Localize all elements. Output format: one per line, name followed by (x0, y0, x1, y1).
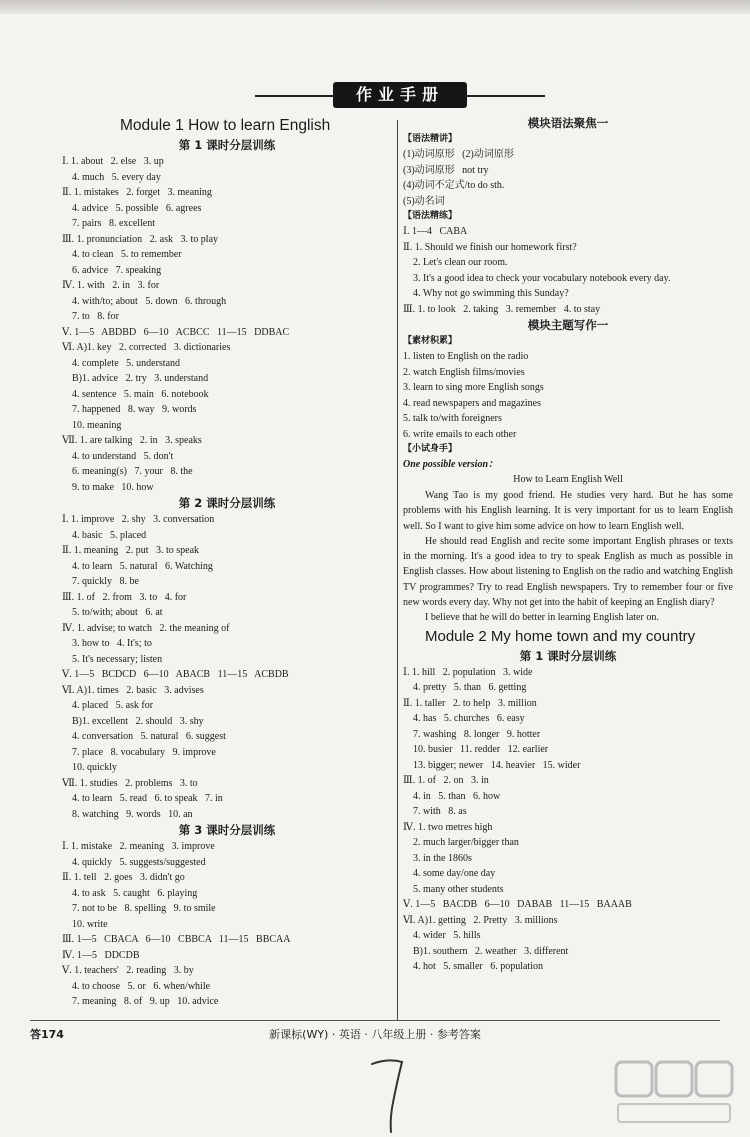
right.writing_lines-line: 3. learn to sing more English songs (403, 382, 544, 393)
right.module2_lines-line: 2. much larger/bigger than (403, 837, 519, 849)
answer-line: 4. conversation 5. natural 6. suggest (62, 731, 226, 742)
answer-line: 4. complete 5. understand (62, 357, 181, 369)
right.grammar_lines2-line: Ⅱ. 1. Should we finish our homework first? (403, 241, 577, 253)
answer-line: Ⅵ. A)1. times 2. basic 3. advises (62, 684, 204, 696)
lesson-block-title: 第 1 课时分层训练 (178, 138, 276, 152)
answer-line: 3. how to 4. It's; to (62, 638, 152, 649)
answer-line: 6. meaning(s) 7. your 8. the (62, 466, 193, 477)
module-2-block-title: 第 1 课时分层训练 (519, 648, 617, 663)
right.grammar_lines2-line: Ⅰ. 1—4 CABA (403, 226, 468, 237)
answer-line: 4. placed 5. ask for (62, 700, 154, 711)
right.writing_lines-line: 4. read newspapers and magazines (403, 397, 541, 409)
right.writing_lines-line: 2. watch English films/movies (403, 366, 525, 378)
answer-line: 5. It's necessary; listen (62, 653, 163, 665)
right.essay_paras-line: I believe that he will do better in learning English later on. (425, 612, 659, 624)
answer-line: Ⅲ. 1. of 2. from 3. to 4. for (62, 591, 187, 603)
right.essay_paras-line: He should read English and recite some important English phrases or texts in the morning. It's a good idea to try to speak English as much as possible in English classes. How about listening to English on the radio and watching English TV programmes? Try to read English newspapers. Try to remember four or five new words every day. Why not get into the habit of keeping an English diary? (403, 535, 733, 609)
right.writing_lines-line: 6. write emails to each other (403, 428, 517, 440)
right.grammar_lines1-line: (5)动名词 (403, 195, 445, 207)
grammar-explain-list (403, 147, 733, 209)
grammar-practice-list (403, 224, 733, 317)
answer-line: 4. to clean 5. to remember (62, 249, 182, 260)
grammar-practice-tag: 【语法精练】 (403, 211, 458, 221)
right.module2_lines-line: 4. wider 5. hills (403, 930, 481, 942)
handwritten-seven-mark (368, 1056, 408, 1134)
answer-line: 7. quickly 8. be (62, 576, 139, 587)
answer-line: 6. advice 7. speaking (62, 264, 162, 276)
right.module2_lines-line: 13. bigger; newer 14. heavier 15. wider (403, 759, 581, 771)
answer-line: Ⅰ. 1. about 2. else 3. up (62, 156, 164, 167)
header-title: 作业手册 (333, 82, 467, 108)
answer-line: Ⅶ. 1. are talking 2. in 3. speaks (62, 435, 202, 446)
answer-line: Ⅳ. 1—5 DDCDB (62, 949, 140, 961)
material-list (403, 349, 733, 442)
answer-line: Ⅶ. 1. studies 2. problems 3. to (62, 777, 198, 789)
top-scan-strip (0, 0, 750, 14)
right.module2_lines-line: 7. with 8. as (403, 806, 467, 818)
answer-line: 4. sentence 5. main 6. notebook (62, 388, 209, 400)
right.module2_lines-line: Ⅲ. 1. of 2. on 3. in (403, 775, 489, 787)
answer-line: Ⅱ. 1. meaning 2. put 3. to speak (62, 545, 200, 556)
column-divider (397, 120, 398, 1020)
right.module2_lines-line: Ⅴ. 1—5 BACDB 6—10 DABAB 11—15 BAAAB (403, 899, 632, 911)
answer-line: 4. much 5. every day (62, 171, 161, 183)
answer-line: 10. quickly (62, 762, 117, 773)
answer-line: 4. to choose 5. or 6. when/while (62, 980, 211, 992)
answer-line: 4. basic 5. placed (62, 529, 147, 541)
answer-line: 4. with/to; about 5. down 6. through (62, 295, 227, 307)
header-rule-left (255, 95, 335, 97)
left-column (62, 115, 392, 1010)
right.module2_lines-line: 4. some day/one day (403, 868, 496, 880)
module-1-answers (62, 137, 392, 1010)
answer-line: Ⅱ. 1. mistakes 2. forget 3. meaning (62, 187, 212, 198)
answer-line: 4. advice 5. possible 6. agrees (62, 202, 202, 214)
answer-line: Ⅴ. 1—5 ABDBD 6—10 ACBCC 11—15 DDBAC (62, 326, 290, 338)
right.grammar_lines2-line: 4. Why not go swimming this Sunday? (403, 288, 569, 299)
answer-line: B)1. advice 2. try 3. understand (62, 373, 209, 384)
answer-line: 7. place 8. vocabulary 9. improve (62, 746, 216, 758)
one-possible-version: One possible version： (403, 459, 498, 470)
footer-rule (30, 1020, 720, 1021)
try-tag: 【小试身手】 (403, 444, 458, 454)
right.module2_lines-line: B)1. southern 2. weather 3. different (403, 945, 569, 957)
answer-line: 7. to 8. for (62, 311, 119, 322)
right.grammar_lines1-line: (3)动词原形 not try (403, 164, 489, 176)
right.module2_lines-line: 7. washing 8. longer 9. hotter (403, 728, 541, 740)
right.module2_lines-line: 4. in 5. than 6. how (403, 790, 501, 802)
page-header (255, 82, 545, 110)
essay-title: How to Learn English Well (513, 474, 623, 485)
answer-line: 10. write (62, 918, 108, 930)
module-2-answers (403, 665, 733, 975)
right.module2_lines-line: 5. many other students (403, 883, 504, 895)
answer-line: Ⅳ. 1. with 2. in 3. for (62, 280, 160, 291)
module-2-title: Module 2 My home town and my country (425, 627, 696, 645)
answer-line: 7. pairs 8. excellent (62, 218, 156, 229)
answer-line: 4. to learn 5. read 6. to speak 7. in (62, 793, 223, 804)
header-rule-right (465, 95, 545, 97)
right.module2_lines-line: 4. hot 5. smaller 6. population (403, 961, 543, 973)
right.module2_lines-line: 4. has 5. churches 6. easy (403, 713, 525, 725)
answer-line: Ⅵ. A)1. key 2. corrected 3. dictionaries (62, 342, 231, 353)
answer-line: Ⅴ. 1. teachers' 2. reading 3. by (62, 965, 194, 976)
right.writing_lines-line: 1. listen to English on the radio (403, 351, 529, 362)
right.module2_lines-line: 4. pretty 5. than 6. getting (403, 682, 527, 694)
right.grammar_lines1-line: (1)动词原形 (2)动词原形 (403, 149, 514, 160)
grammar-explain-tag: 【语法精讲】 (403, 134, 458, 144)
answer-line: Ⅰ. 1. improve 2. shy 3. conversation (62, 514, 215, 525)
answer-line: B)1. excellent 2. should 3. shy (62, 715, 204, 727)
answer-line: 7. not to be 8. spelling 9. to smile (62, 903, 216, 914)
module-1-title: Module 1 How to learn English (120, 117, 331, 134)
right.module2_lines-line: Ⅱ. 1. taller 2. to help 3. million (403, 697, 537, 709)
right-column (403, 115, 733, 975)
grammar-section-title: 模块语法聚焦一 (527, 116, 609, 130)
answer-line: 4. to understand 5. don't (62, 450, 174, 462)
lesson-block-title: 第 3 课时分层训练 (178, 823, 276, 837)
right.grammar_lines2-line: 2. Let's clean our room. (403, 257, 508, 268)
material-tag: 【素材积累】 (403, 336, 458, 346)
right.module2_lines-line: Ⅵ. A)1. getting 2. Pretty 3. millions (403, 914, 558, 926)
answer-line: 5. to/with; about 6. at (62, 607, 163, 618)
page-number: 答174 (30, 1028, 64, 1041)
answer-line: Ⅲ. 1. pronunciation 2. ask 3. to play (62, 233, 219, 245)
right.module2_lines-line: 10. busier 11. redder 12. earlier (403, 744, 549, 756)
right.writing_lines-line: 5. talk to/with foreigners (403, 413, 502, 424)
right.essay_paras-line: Wang Tao is my good friend. He studies very hard. But he has some problems with his English learning. It is very important for us to learn English well. So I want to give him some advice on how to learn English well. (403, 490, 733, 532)
answer-line: 9. to make 10. how (62, 481, 154, 493)
answer-line: Ⅳ. 1. advise; to watch 2. the meaning of (62, 622, 230, 634)
right.grammar_lines2-line: Ⅲ. 1. to look 2. taking 3. remember 4. to stay (403, 303, 601, 315)
answer-line: 10. meaning (62, 419, 122, 431)
answer-line: Ⅰ. 1. mistake 2. meaning 3. improve (62, 841, 215, 852)
right.module2_lines-line: Ⅳ. 1. two metres high (403, 821, 493, 833)
essay-body (403, 488, 733, 626)
answer-line: 8. watching 9. words 10. an (62, 808, 193, 820)
lesson-block-title: 第 2 课时分层训练 (178, 496, 276, 510)
answer-line: Ⅲ. 1—5 CBACA 6—10 CBBCA 11—15 BBCAA (62, 934, 291, 945)
watermark-logo-icon (608, 1058, 738, 1130)
answer-line: 7. happened 8. way 9. words (62, 404, 197, 415)
answer-line: Ⅴ. 1—5 BCDCD 6—10 ABACB 11—15 ACBDB (62, 669, 289, 680)
answer-line: 4. quickly 5. suggests/suggested (62, 856, 206, 868)
right.module2_lines-line: Ⅰ. 1. hill 2. population 3. wide (403, 666, 533, 678)
footer-title: 新课标(WY) · 英语 · 八年级上册 · 参考答案 (269, 1028, 481, 1041)
right.grammar_lines1-line: (4)动词不定式/to do sth. (403, 180, 505, 191)
answer-line: Ⅱ. 1. tell 2. goes 3. didn't go (62, 872, 185, 883)
writing-section-title: 模块主题写作一 (527, 318, 609, 332)
answer-line: 4. to ask 5. caught 6. playing (62, 887, 198, 899)
answer-line: 4. to learn 5. natural 6. Watching (62, 560, 213, 572)
right.module2_lines-line: 3. in the 1860s (403, 852, 472, 864)
answer-line: 7. meaning 8. of 9. up 10. advice (62, 996, 219, 1007)
right.grammar_lines2-line: 3. It's a good idea to check your vocabulary notebook every day. (403, 272, 671, 284)
